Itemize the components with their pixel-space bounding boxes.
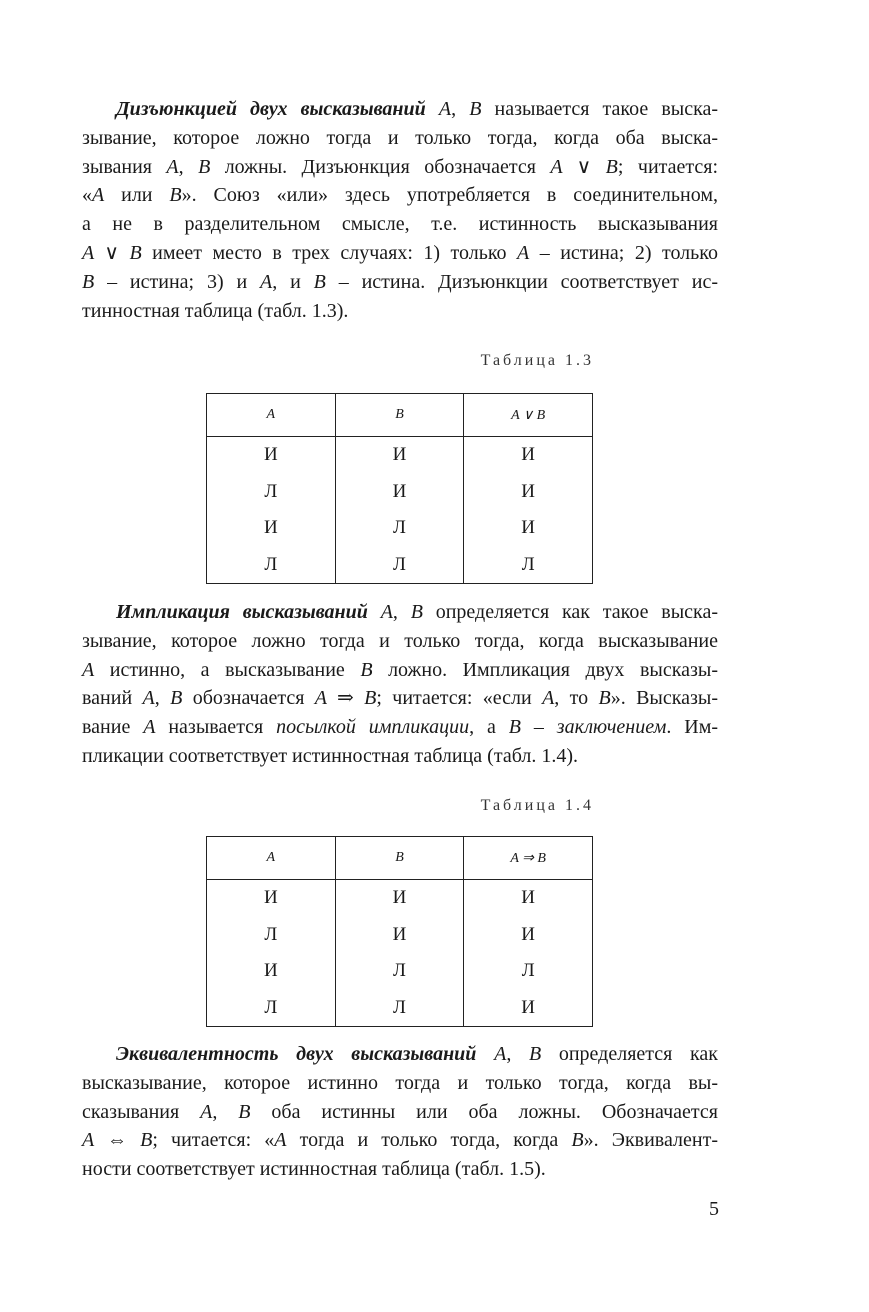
variable: A ⇔ B [82, 1129, 153, 1152]
text-run: называется такое выска- [481, 98, 719, 120]
column-header: A [207, 394, 336, 437]
text-run: , то [554, 687, 599, 710]
variable: A [92, 184, 105, 207]
variable: A [166, 155, 179, 178]
table-cell: И [207, 510, 336, 547]
text-run: ; читается: « [152, 1129, 275, 1152]
variable: B [170, 687, 183, 710]
text-run: – истина; 2) только [529, 241, 718, 264]
text-run: ». Союз «или» здесь употребляется в соединительном, [181, 184, 718, 207]
variable: B [410, 601, 423, 623]
table-cell: И [335, 437, 464, 474]
variable: A ∨ B [550, 155, 618, 178]
table-header-row [207, 837, 593, 880]
text-run: , [506, 1043, 529, 1065]
text-run: тинностная таблица (табл. 1.3). [82, 299, 349, 322]
table-cell: Л [207, 917, 336, 954]
variable: B [598, 687, 611, 710]
variable: A [142, 687, 155, 710]
text-run: . Им- [666, 716, 719, 739]
text-line [82, 95, 718, 124]
defined-term: Импликация высказываний [116, 601, 368, 623]
table-1-3-caption: Таблица 1.3 [480, 352, 594, 369]
table-cell: Л [335, 547, 464, 584]
table-cell: Л [207, 990, 336, 1027]
table-cell: И [464, 880, 593, 917]
text-run: , [212, 1100, 239, 1123]
table-cell: И [207, 953, 336, 990]
text-run: ложно. Импликация двух высказы- [372, 658, 718, 681]
table-cell: И [335, 917, 464, 954]
variable: A [260, 270, 273, 293]
text-run: а не в разделительном смысле, т.е. истинность высказывания [82, 213, 718, 236]
text-line [82, 181, 718, 210]
table-cell: И [464, 474, 593, 511]
paragraph-implication [82, 598, 718, 771]
paragraph-disjunction [82, 95, 718, 325]
table-cell: И [464, 437, 593, 474]
text-run: – истина. Дизъюнкции соответствует ис- [325, 270, 718, 293]
text-run: ности соответствует истинностная таблица (табл. 1.5). [82, 1158, 546, 1181]
variable: посылкой импликации [276, 716, 470, 739]
variable: B [469, 98, 482, 120]
table-cell: И [335, 474, 464, 511]
text-run: , [451, 98, 470, 120]
table-cell: Л [464, 547, 593, 584]
table-1-4-caption: Таблица 1.4 [480, 797, 594, 814]
table-row [207, 547, 593, 584]
text-line [82, 1069, 718, 1098]
variable: B [82, 270, 95, 293]
text-run: называется [155, 716, 277, 739]
text-run [426, 98, 439, 120]
variable: A ⇒ B [314, 687, 377, 710]
column-header: A ∨ B [464, 394, 593, 437]
text-line [82, 297, 718, 326]
table-row [207, 917, 593, 954]
variable: заключением [556, 716, 667, 739]
variable: B [360, 658, 373, 681]
text-line [82, 268, 718, 297]
variable: A [143, 716, 156, 739]
text-run [476, 1043, 494, 1065]
variable: B [238, 1100, 251, 1123]
text-run: – истина; 3) и [94, 270, 261, 293]
text-run: « [82, 184, 92, 207]
table-cell: Л [207, 547, 336, 584]
column-header: B [335, 394, 464, 437]
text-line [82, 124, 718, 153]
text-run: оба истинны или оба ложны. Обозначается [250, 1100, 718, 1123]
table-cell: Л [335, 953, 464, 990]
table-header-row [207, 394, 593, 437]
text-line [82, 1126, 718, 1155]
text-run: вание [82, 716, 144, 739]
text-run: тогда и только тогда, когда [286, 1129, 572, 1152]
text-run: имеет место в трех случаях: 1) только [141, 241, 518, 264]
text-run: ; читается: «если [376, 687, 543, 710]
table-row [207, 990, 593, 1027]
text-run: высказывание, которое истинно тогда и только тогда, когда вы- [82, 1071, 718, 1094]
variable: B [508, 716, 521, 739]
text-run: определяется как [541, 1043, 718, 1065]
text-run: или [104, 184, 170, 207]
column-header: A ⇒ B [464, 837, 593, 880]
text-line [82, 153, 718, 182]
variable: A [200, 1100, 213, 1123]
variable: B [313, 270, 326, 293]
truth-table-disjunction [206, 393, 593, 584]
variable: B [571, 1129, 584, 1152]
table-cell: Л [207, 474, 336, 511]
table-cell: Л [464, 953, 593, 990]
text-run: пликации соответствует истинностная таблица (табл. 1.4). [82, 744, 579, 767]
text-run: сказывания [82, 1100, 201, 1123]
text-line [82, 742, 718, 771]
variable: A [438, 98, 452, 120]
table-row [207, 953, 593, 990]
text-line [82, 210, 718, 239]
text-run: зывание, которое ложно тогда и только тогда, когда высказывание [82, 629, 718, 652]
text-run: обозначается [182, 687, 315, 710]
text-run: ». Высказы- [610, 687, 719, 710]
text-line [82, 1098, 718, 1127]
variable: A [380, 601, 393, 623]
text-run: , и [272, 270, 314, 293]
text-run: ; читается: [617, 155, 718, 178]
variable: B [528, 1043, 542, 1065]
table-cell: И [207, 880, 336, 917]
text-line [82, 1155, 718, 1184]
text-run: , [154, 687, 171, 710]
text-line [82, 713, 718, 742]
text-run: , [178, 155, 199, 178]
table-row [207, 510, 593, 547]
variable: A [274, 1129, 287, 1152]
variable: B [198, 155, 211, 178]
text-line [82, 1040, 718, 1069]
text-line [82, 598, 718, 627]
truth-table-implication [206, 836, 593, 1027]
variable: A [542, 687, 555, 710]
table-cell: И [464, 990, 593, 1027]
table-row [207, 474, 593, 511]
text-line [82, 684, 718, 713]
defined-term: Эквивалентность двух высказываний [116, 1043, 477, 1065]
table-row [207, 880, 593, 917]
variable: B [169, 184, 182, 207]
text-run [368, 601, 381, 623]
column-header: B [335, 837, 464, 880]
text-run: – [520, 716, 557, 739]
text-run: ложны. Дизъюнкция обозначается [210, 155, 551, 178]
table-cell: Л [335, 510, 464, 547]
variable: A ∨ B [82, 241, 142, 264]
table-row [207, 437, 593, 474]
text-run: ». Эквивалент- [583, 1129, 718, 1152]
paragraph-equivalence [82, 1040, 718, 1184]
variable: A [82, 658, 95, 681]
table-cell: Л [335, 990, 464, 1027]
text-line [82, 239, 718, 268]
table-cell: И [464, 917, 593, 954]
text-line [82, 627, 718, 656]
text-run: , а [469, 716, 509, 739]
table-cell: И [464, 510, 593, 547]
defined-term: Дизъюнкцией двух высказываний [116, 98, 426, 120]
table-cell: И [335, 880, 464, 917]
page-number: 5 [709, 1198, 719, 1220]
text-run: определяется как такое выска- [422, 601, 718, 623]
variable: A [517, 241, 530, 264]
variable: A [494, 1043, 507, 1065]
text-run: зывание, которое ложно тогда и только тогда, когда оба выска- [82, 126, 718, 149]
text-run: ваний [82, 687, 143, 710]
text-run: , [392, 601, 411, 623]
text-run: зывания [82, 155, 167, 178]
text-line [82, 656, 718, 685]
text-run: истинно, а высказывание [94, 658, 361, 681]
column-header: A [207, 837, 336, 880]
table-cell: И [207, 437, 336, 474]
